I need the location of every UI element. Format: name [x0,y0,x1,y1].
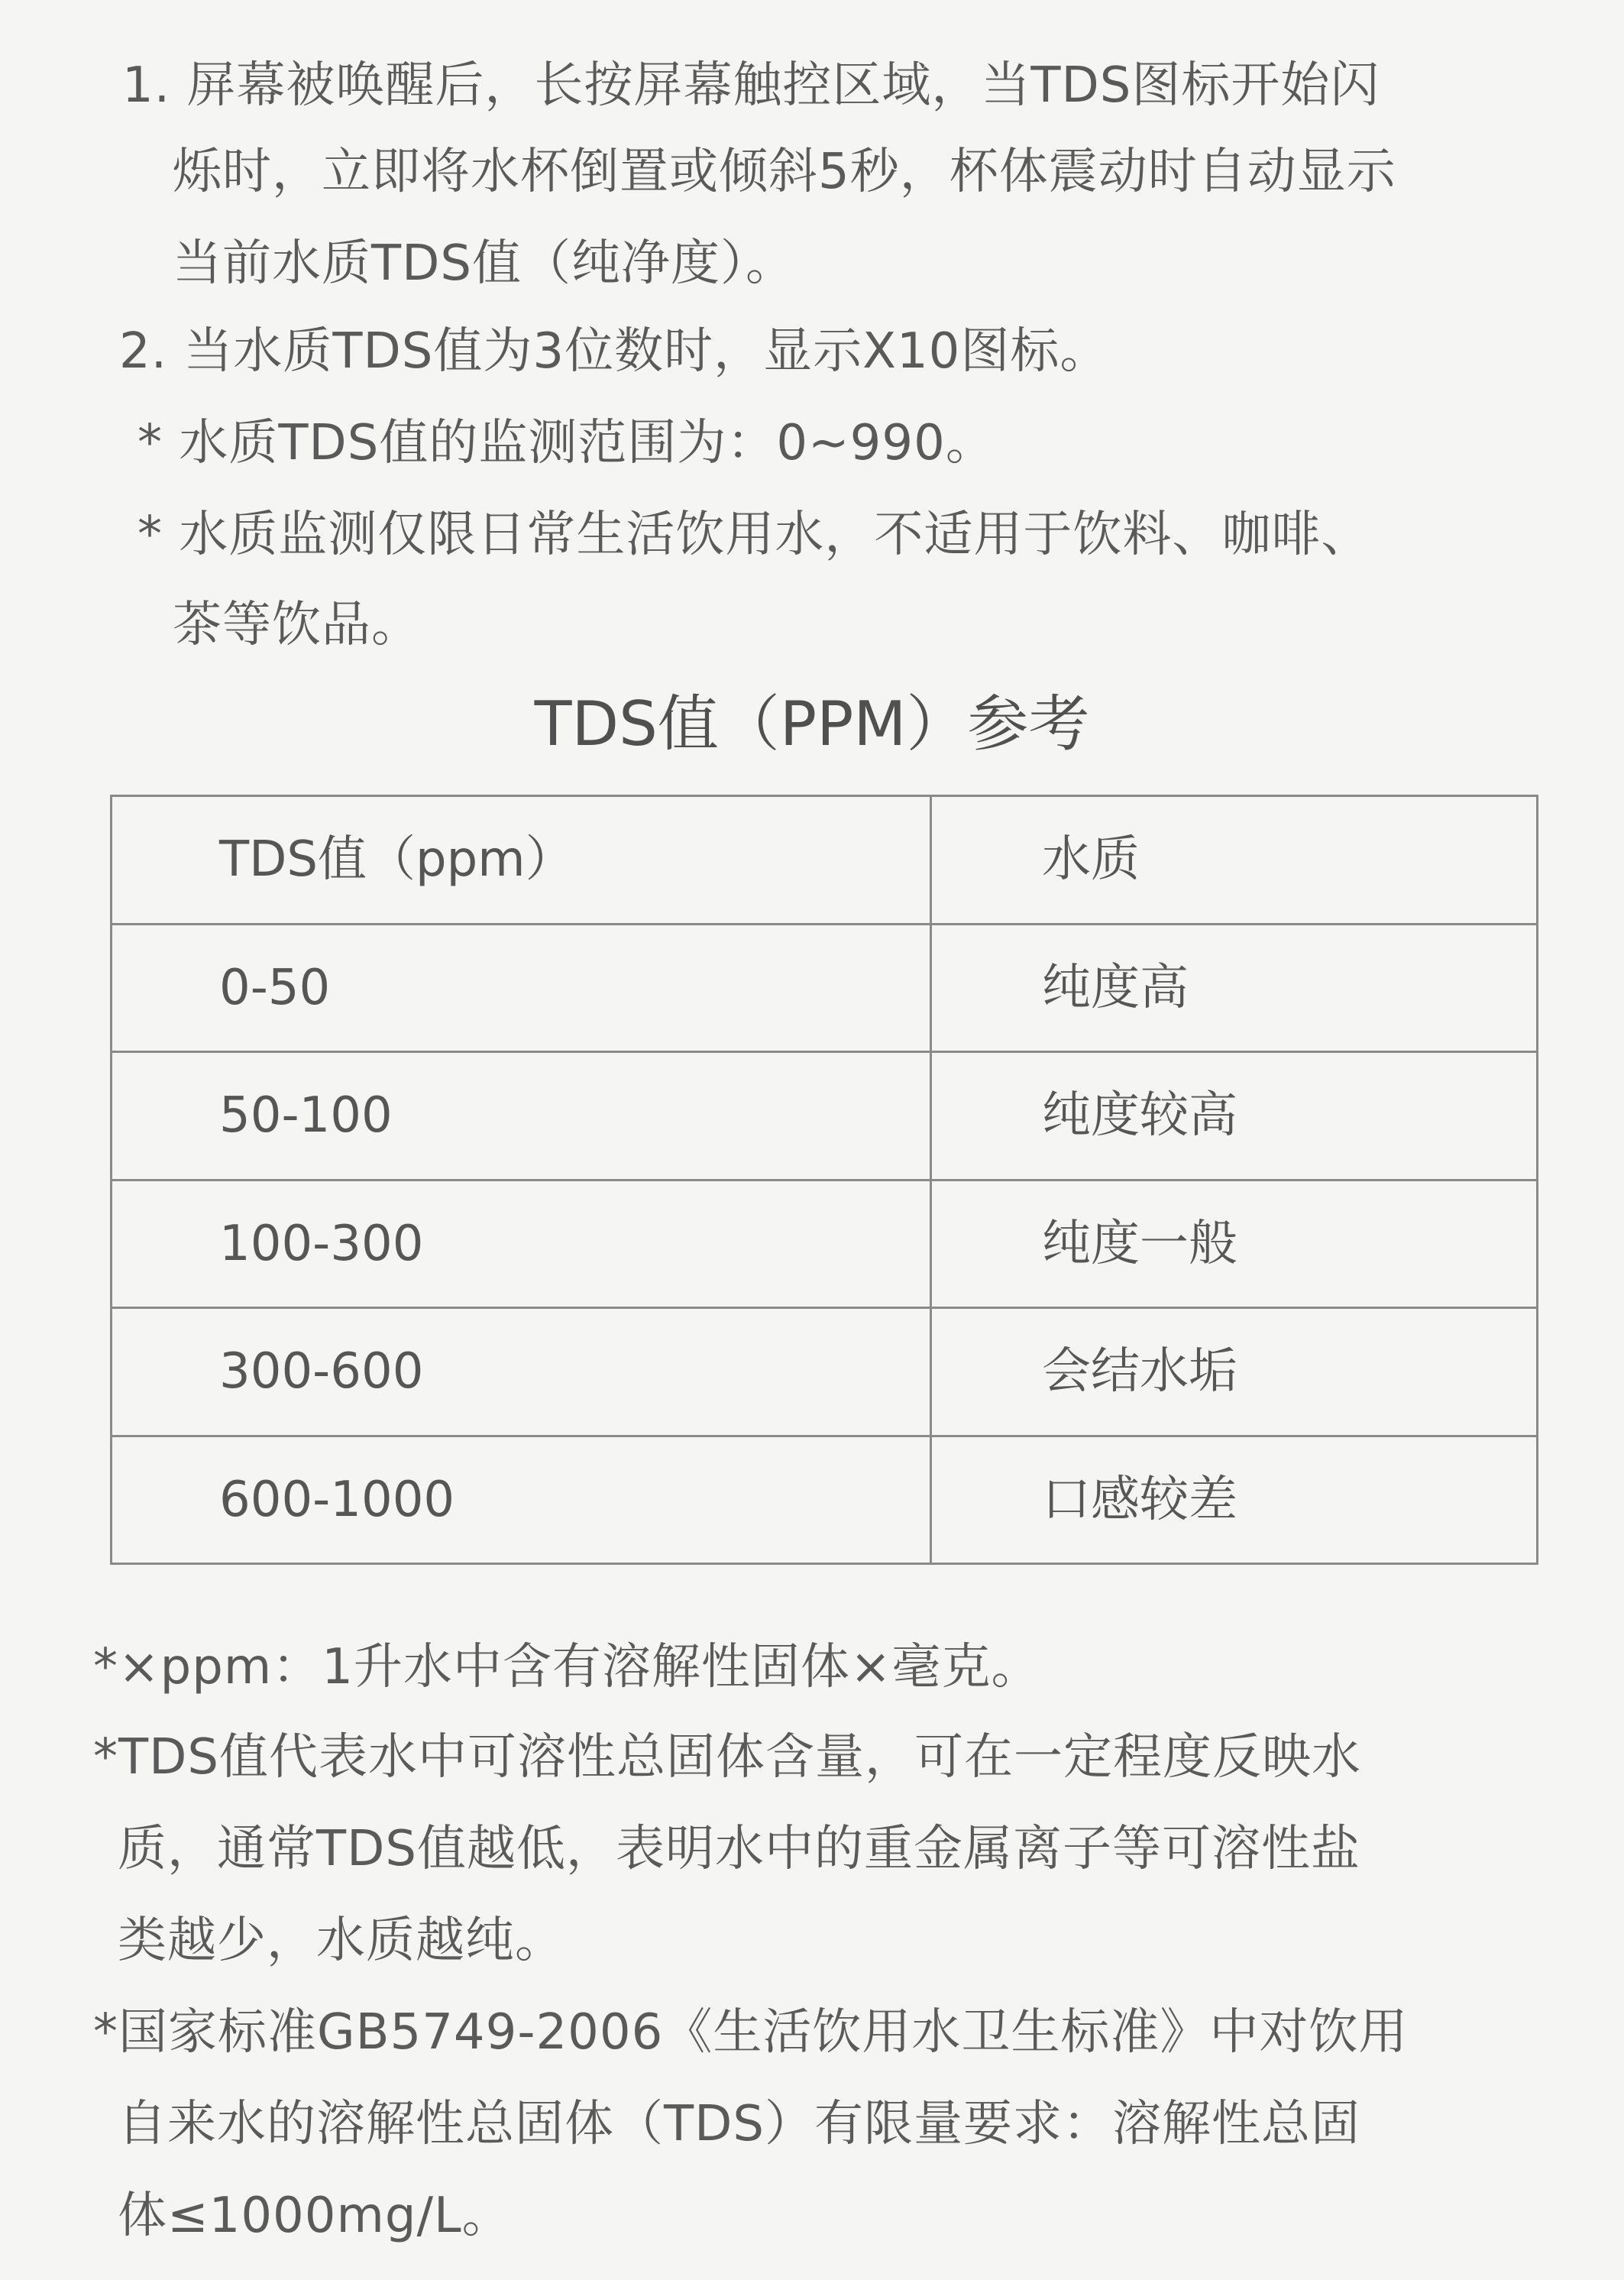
tds-range-cell: 0-50 [112,924,931,1052]
header-water-quality: 水质 [931,796,1538,925]
instruction-line-4: 2. 当水质TDS值为3位数时，显示X10图标。 [119,323,1110,380]
water-quality-cell: 口感较差 [931,1436,1538,1564]
water-quality-cell: 纯度较高 [931,1052,1538,1180]
header-tds-value: TDS值（ppm） [112,796,931,925]
table-row [112,1180,1538,1308]
table-row [112,924,1538,1052]
tds-range-cell: 50-100 [112,1052,931,1180]
water-quality-cell: 会结水垢 [931,1308,1538,1436]
note-scope-1: * 水质监测仅限日常生活饮用水，不适用于饮料、咖啡、 [137,507,1371,563]
footnote-standard-line-3: 体≤1000mg/L。 [118,2188,512,2244]
footnote-tds-line-1: *TDS值代表水中可溶性总固体含量，可在一定程度反映水 [93,1729,1361,1786]
table-title: TDS值（PPM）参考 [534,688,1090,759]
instruction-line-2: 烁时，立即将水杯倒置或倾斜5秒，杯体震动时自动显示 [173,144,1396,200]
table-row [112,1436,1538,1564]
table-header-row [112,796,1538,925]
footnote-standard-line-2: 自来水的溶解性总固体（TDS）有限量要求：溶解性总固 [118,2096,1360,2152]
table-row [112,1052,1538,1180]
footnote-tds-line-3: 类越少，水质越纯。 [118,1912,565,1969]
tds-range-cell: 600-1000 [112,1436,931,1564]
tds-range-cell: 100-300 [112,1180,931,1308]
table-row [112,1308,1538,1436]
water-quality-cell: 纯度高 [931,924,1538,1052]
instruction-line-1: 1. 屏幕被唤醒后，长按屏幕触控区域，当TDS图标开始闪 [122,57,1380,114]
note-scope-2: 茶等饮品。 [173,597,421,653]
tds-range-cell: 300-600 [112,1308,931,1436]
footnote-tds-line-2: 质，通常TDS值越低，表明水中的重金属离子等可溶性盐 [118,1821,1360,1877]
water-quality-cell: 纯度一般 [931,1180,1538,1308]
note-range: * 水质TDS值的监测范围为：0~990。 [137,415,995,471]
tds-reference-table [110,795,1538,1565]
footnote-ppm: *×ppm：1升水中含有溶解性固体×毫克。 [93,1639,1041,1695]
footnote-standard-line-1: *国家标准GB5749-2006《生活饮用水卫生标准》中对饮用 [93,2004,1409,2061]
instruction-line-3: 当前水质TDS值（纯净度）。 [173,235,795,292]
